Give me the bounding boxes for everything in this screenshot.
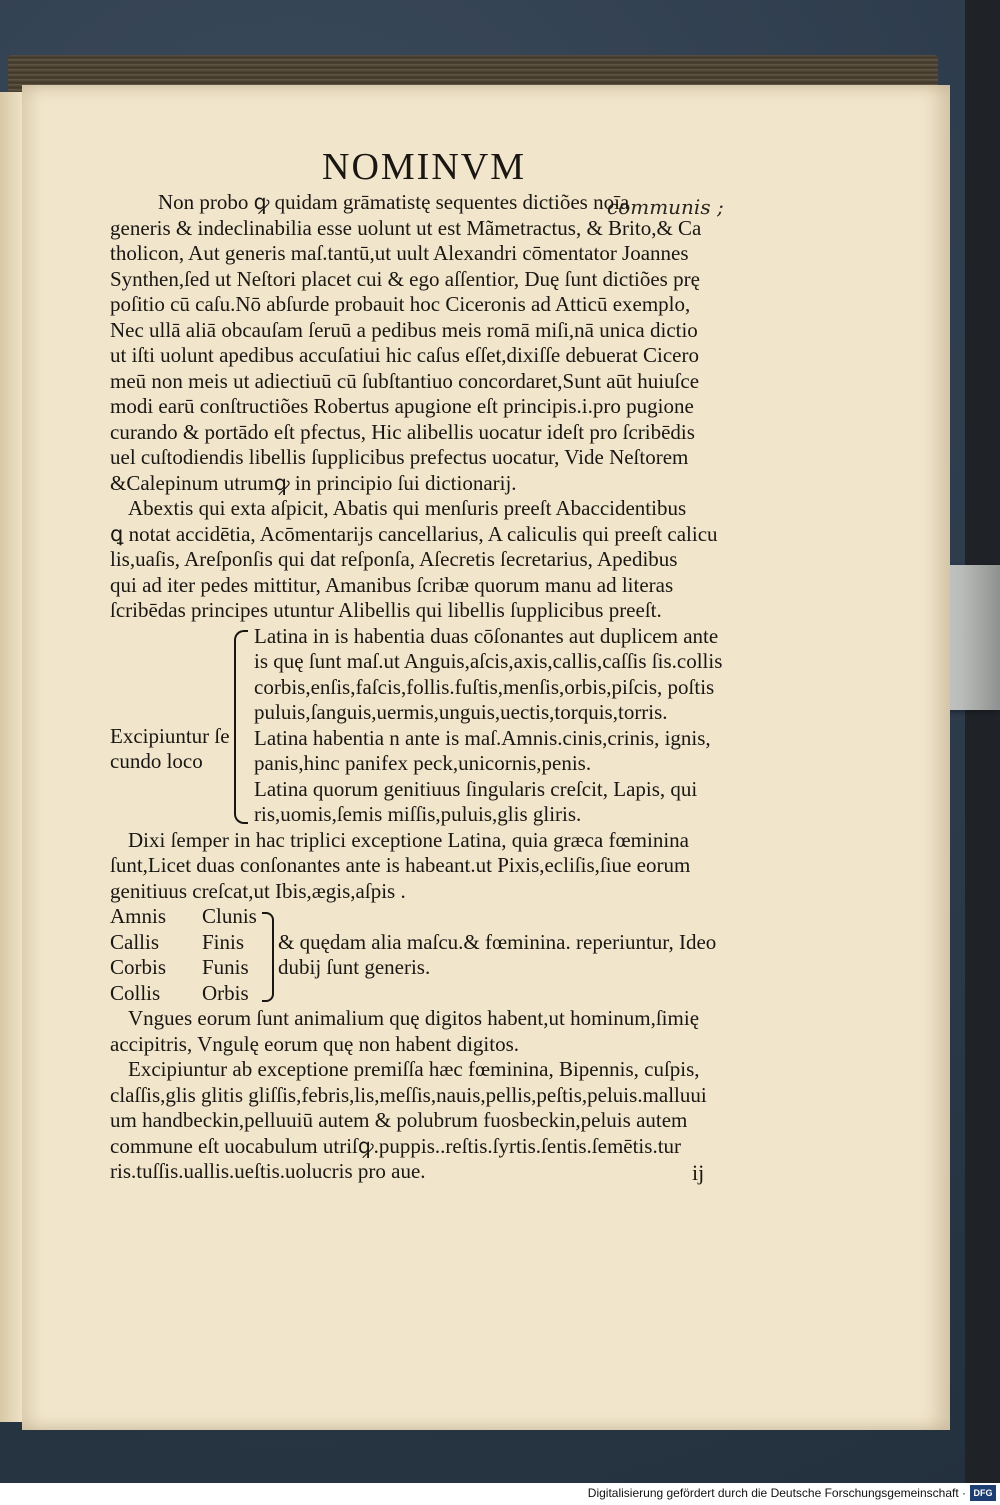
word-table bbox=[110, 904, 790, 1006]
paragraph-3 bbox=[110, 828, 790, 905]
text-line: Latina in is habentia duas cōſonantes aut duplicem ante bbox=[254, 623, 719, 648]
paragraph-1 bbox=[110, 190, 790, 496]
text-line: dubij ſunt generis. bbox=[278, 955, 431, 979]
paragraph-4 bbox=[110, 1006, 790, 1057]
exception-section bbox=[110, 624, 790, 828]
word-item: Corbis bbox=[110, 955, 167, 979]
text-line: ſcribēdas principes utuntur Alibellis qui libellis ſupplicibus preeſt. bbox=[110, 598, 662, 622]
text-line: poſitio cū caſu.Nō abſurde probauit hoc Ciceronis ad Atticū exemplo, bbox=[110, 292, 691, 316]
text-line: accipitris, Vngulę eorum quę non habent digitos. bbox=[110, 1031, 520, 1056]
text-line: cundo loco bbox=[110, 749, 203, 773]
text-line: puluis,ſanguis,uermis,unguis,uectis,torquis,torris. bbox=[254, 700, 668, 724]
page-title: NOMINVM bbox=[322, 146, 526, 188]
text-line: Non probo ꝙ quidam grāmatistę sequentes dictiões noīa bbox=[158, 190, 630, 214]
word-note bbox=[278, 930, 716, 981]
text-line: tholicon, Aut generis maſ.tantū,ut uult Alexandri cōmentator Joannes bbox=[110, 241, 689, 265]
word-item: Collis bbox=[110, 980, 161, 1005]
word-item: Orbis bbox=[202, 980, 249, 1005]
exception-label bbox=[110, 724, 230, 775]
handwritten-annotation: communis ; bbox=[607, 195, 724, 219]
word-bracket bbox=[262, 912, 274, 1002]
text-line: generis & indeclinabilia esse uolunt ut est Mãmetractus, & Brito,& Ca bbox=[110, 215, 702, 240]
text-line: ris,uomis,ſemis miſſis,puluis,glis gliris. bbox=[254, 802, 582, 826]
text-line: Excipiuntur ſe bbox=[110, 723, 230, 748]
text-line: Excipiuntur ab exceptione premiſſa hæc fœminina, Bipennis, cuſpis, bbox=[128, 1057, 700, 1081]
word-item: Callis bbox=[110, 929, 160, 954]
text-line: ſunt,Licet duas conſonantes ante is habeant.ut Pixis,ecliſis,ſiue eorum bbox=[110, 853, 691, 877]
text-line: Vngues eorum ſunt animalium quę digitos habent,ut hominum,ſimię bbox=[128, 1006, 700, 1030]
word-item: Funis bbox=[202, 955, 249, 979]
text-line: & quędam alia maſcu.& fœminina. reperiuntur, Ideo bbox=[278, 929, 717, 954]
text-line: meū non meis ut adiectiuū cū ſubſtantiuo concordaret,Sunt aūt huiuſce bbox=[110, 368, 700, 393]
dfg-logo-icon: DFG bbox=[970, 1485, 996, 1501]
word-column-2 bbox=[202, 904, 257, 1006]
text-line: commune eſt uocabulum utriſꝙ.puppis..reſtis.ſyrtis.ſentis.ſemētis.tur bbox=[110, 1133, 682, 1158]
text-line: genitiuus creſcat,ut Ibis,ægis,aſpis . bbox=[110, 878, 406, 903]
text-line: Synthen,ſed ut Neſtori placet cui & ego aſſentior, Duę ſunt dictiões prę bbox=[110, 266, 700, 291]
word-item: Amnis bbox=[110, 904, 167, 928]
text-line: um handbeckin,pelluuiū autem & polubrum fuosbeckin,peluis autem bbox=[110, 1108, 688, 1132]
paragraph-5 bbox=[110, 1057, 790, 1185]
left-page-leaf bbox=[0, 92, 24, 1422]
text-line: Latina quorum genitiuus ſingularis creſcit, Lapis, qui bbox=[254, 776, 698, 801]
brace-bracket bbox=[234, 630, 248, 824]
text-line: modi earū conſtructiões Robertus apugione eſt principis.i.pro pugione bbox=[110, 394, 694, 418]
text-line: claſſis,glis glitis gliſſis,febris,lis,meſſis,nauis,pellis,peſtis,peluis.malluui bbox=[110, 1082, 707, 1107]
book-page bbox=[22, 85, 950, 1430]
text-line: is quę ſunt maſ.ut Anguis,aſcis,axis,callis,caſſis ſis.collis bbox=[254, 649, 723, 673]
text-line: qui ad iter pedes mittitur, Amanibus ſcribæ quorum manu ad literas bbox=[110, 572, 674, 597]
text-line: ꝗ notat accidētia, Acōmentarijs cancellarius, A caliculis qui preeſt calicu bbox=[110, 521, 718, 546]
text-line: Abextis qui exta aſpicit, Abatis qui menſuris preeſt Abaccidentibus bbox=[128, 496, 687, 520]
word-item: Clunis bbox=[202, 904, 257, 928]
text-line: curando & portādo eſt pfectus, Hic alibellis uocatur ideſt pro ſcribēdis bbox=[110, 419, 695, 444]
text-line: uel cuſtodiendis libellis ſupplicibus prefectus uocatur, Vide Neſtorem bbox=[110, 445, 689, 469]
text-line: panis,hinc panifex peck,unicornis,penis. bbox=[254, 751, 592, 775]
text-line: &Calepinum utrumꝙ in principio ſui dictionarij. bbox=[110, 470, 517, 495]
paragraph-2 bbox=[110, 496, 790, 624]
text-line: Nec ullā aliā obcauſam ſeruū a pedibus meis romā miſi,nā unica dictio bbox=[110, 317, 698, 342]
footer-bar bbox=[0, 1483, 1000, 1505]
text-line: ut iſti uolunt apedibus accuſatiui hic caſus eſſet,dixiſſe debuerat Cicero bbox=[110, 343, 699, 367]
text-line: corbis,enſis,faſcis,follis.fuſtis,menſis,orbis,piſcis, poſtis bbox=[254, 674, 715, 699]
footer-credit: Digitalisierung gefördert durch die Deutsche Forschungsgemeinschaft · bbox=[587, 1486, 966, 1500]
text-line: Dixi ſemper in hac triplici exceptione Latina, quia græca fœminina bbox=[128, 827, 689, 852]
text-line: ris.tuſſis.uallis.ueſtis.uolucris pro aue. bbox=[110, 1159, 426, 1183]
word-item: Finis bbox=[202, 929, 245, 954]
text-block bbox=[110, 190, 790, 1185]
text-line: Latina habentia n ante is maſ.Amnis.cinis,crinis, ignis, bbox=[254, 725, 711, 750]
signature-mark: ij bbox=[692, 1160, 705, 1185]
exception-lines bbox=[254, 624, 722, 828]
text-line: lis,uaſis, Areſponſis qui dat reſponſa, Aſecretis ſecretarius, Apedibus bbox=[110, 547, 678, 571]
word-column-1 bbox=[110, 904, 166, 1006]
